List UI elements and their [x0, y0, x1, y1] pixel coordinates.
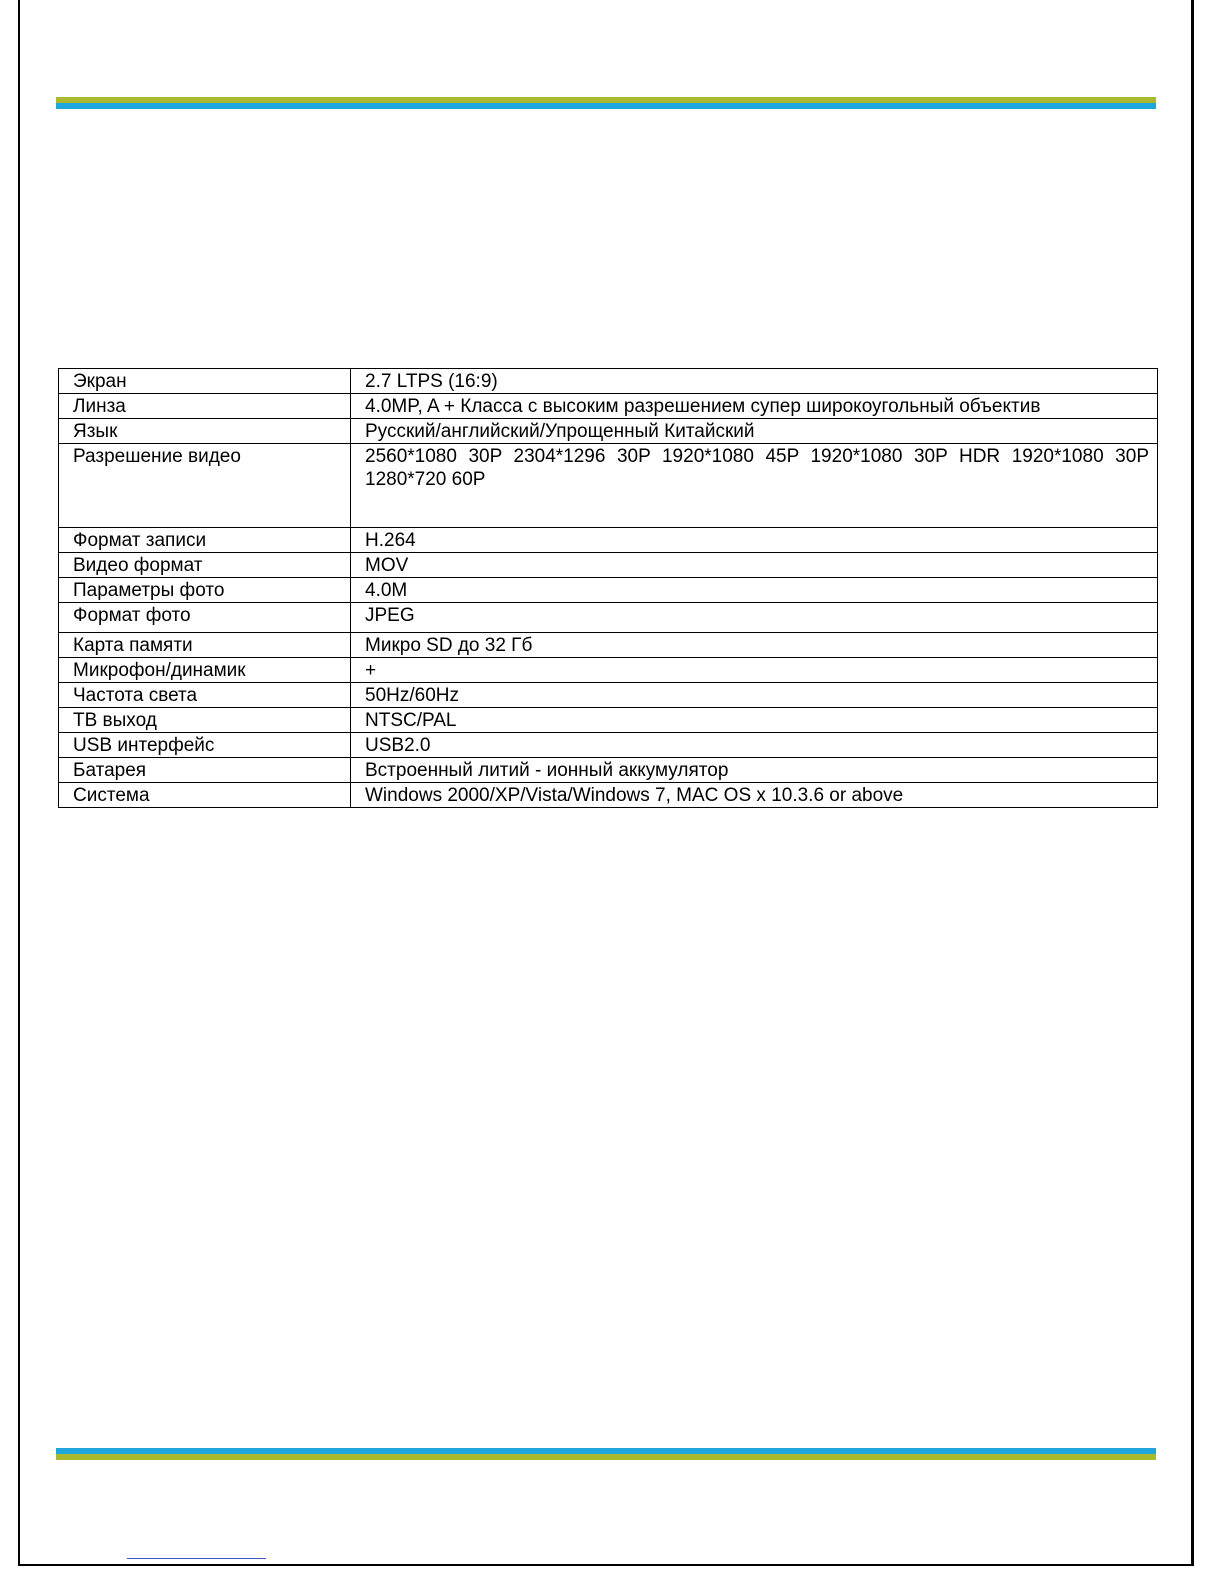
spec-value: USB2.0: [351, 733, 1158, 758]
page-border-left: [18, 0, 20, 1566]
spec-row-system: [59, 783, 1158, 808]
spec-row-light-frequency: [59, 683, 1158, 708]
spec-value: Микро SD до 32 Гб: [351, 633, 1158, 658]
spec-name: Батарея: [59, 758, 351, 783]
spec-row-lens: [59, 394, 1158, 419]
spec-value: MOV: [351, 553, 1158, 578]
spec-name: Формат фото: [59, 603, 351, 633]
spec-row-battery: [59, 758, 1158, 783]
spec-name: Система: [59, 783, 351, 808]
spec-value: NTSC/PAL: [351, 708, 1158, 733]
spec-row-tv-out: [59, 708, 1158, 733]
spec-value: Windows 2000/XP/Vista/Windows 7, MAC OS x 10.3.6 or above: [351, 783, 1158, 808]
spec-row-mic-speaker: [59, 658, 1158, 683]
spec-name: Формат записи: [59, 528, 351, 553]
spec-row-video-format: [59, 553, 1158, 578]
spec-name: Разрешение видео: [59, 444, 351, 528]
spec-name: Частота света: [59, 683, 351, 708]
spec-value: H.264: [351, 528, 1158, 553]
spec-value: 2.7 LTPS (16:9): [351, 369, 1158, 394]
spec-row-photo-format: [59, 603, 1158, 633]
spec-value: 50Hz/60Hz: [351, 683, 1158, 708]
spec-name: Карта памяти: [59, 633, 351, 658]
spec-name: Микрофон/динамик: [59, 658, 351, 683]
spec-table: [58, 368, 1158, 808]
spec-row-video-resolution: [59, 444, 1158, 528]
spec-value: Русский/английский/Упрощенный Китайский: [351, 419, 1158, 444]
page-border-bottom: [18, 1564, 1194, 1566]
footer-link-underline[interactable]: [127, 1558, 266, 1559]
spec-value: 2560*1080 30P 2304*1296 30P 1920*1080 45P 1920*1080 30P HDR 1920*1080 30P 1280*720 60P: [351, 444, 1158, 528]
spec-name: USB интерфейс: [59, 733, 351, 758]
spec-value: +: [351, 658, 1158, 683]
spec-name: Линза: [59, 394, 351, 419]
spec-name: Видео формат: [59, 553, 351, 578]
spec-value: 4.0M: [351, 578, 1158, 603]
spec-name: Параметры фото: [59, 578, 351, 603]
spec-value: 4.0MP, A + Класса с высоким разрешением супер широкоугольный объектив: [351, 394, 1158, 419]
spec-row-screen: [59, 369, 1158, 394]
spec-row-record-format: [59, 528, 1158, 553]
spec-row-usb: [59, 733, 1158, 758]
spec-name: Язык: [59, 419, 351, 444]
spec-value: Встроенный литий - ионный аккумулятор: [351, 758, 1158, 783]
spec-name: Экран: [59, 369, 351, 394]
page-border-right: [1191, 0, 1194, 1566]
spec-row-language: [59, 419, 1158, 444]
spec-row-photo-params: [59, 578, 1158, 603]
spec-value: JPEG: [351, 603, 1158, 633]
spec-row-memory-card: [59, 633, 1158, 658]
footer-stripe-green: [56, 1454, 1156, 1460]
spec-name: ТВ выход: [59, 708, 351, 733]
header-stripe-blue: [56, 103, 1156, 109]
